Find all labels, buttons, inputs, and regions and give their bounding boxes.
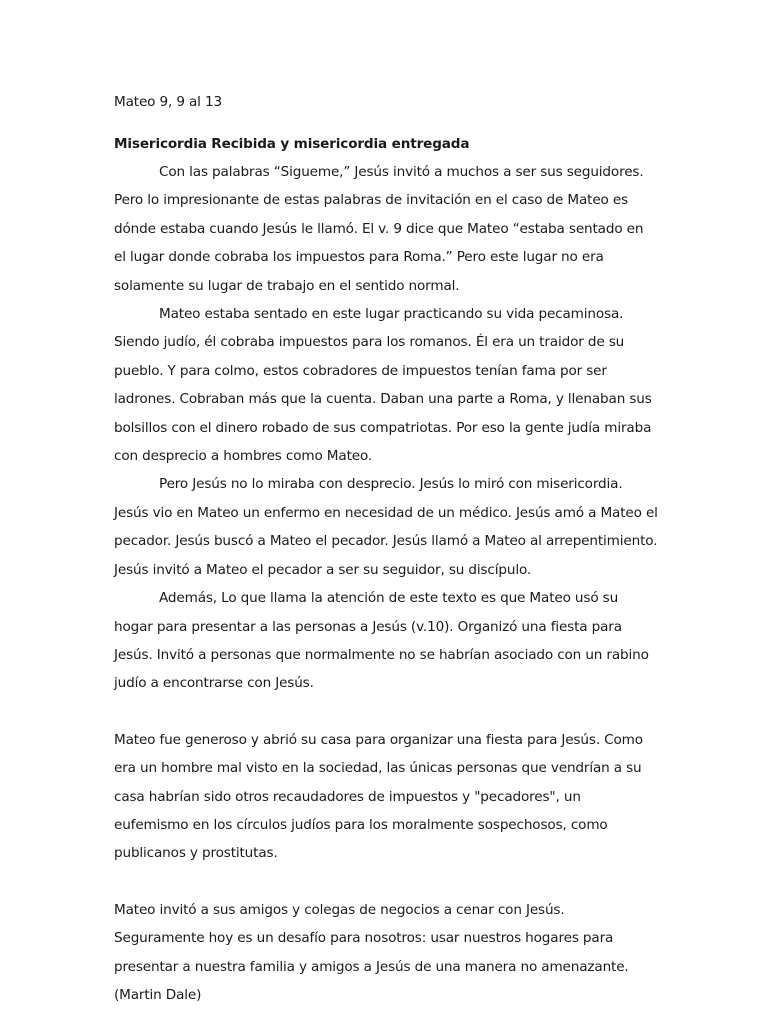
paragraph-3: Pero Jesús no lo miraba con desprecio. Jesús lo miró con misericordia. Jesús vio en Mateo un enfermo en necesidad de un médico. Jesús amó a Mateo el pecador. Jesús buscó a Mateo el pecador. Jesús llamó a Mateo al arrepentimiento. Jesús invitó a Mateo el pecador a ser su seguidor, su discípulo. (114, 476, 658, 578)
paragraph-2: Mateo estaba sentado en este lugar practicando su vida pecaminosa. Siendo judío, él cobraba impuestos para los romanos. Él era un traidor de su pueblo. Y para colmo, estos cobradores de impuestos tenían fama por ser ladrones. Cobraban más que la cuenta. Daban una parte a Roma, y llenaban sus bolsillos con el dinero robado de sus compatriotas. Por eso la gente judía miraba con desprecio a hombres como Mateo. (114, 306, 652, 465)
document-body (114, 88, 659, 1009)
paragraph-4: Además, Lo que llama la atención de este texto es que Mateo usó su hogar para presentar a las personas a Jesús (v.10). Organizó una fiesta para Jesús. Invitó a personas que normalmente no se habrían asociado con un rabino judío a encontrarse con Jesús. (114, 590, 649, 692)
scripture-reference: Mateo 9, 9 al 13 (114, 94, 222, 110)
paragraph-6: Mateo invitó a sus amigos y colegas de negocios a cenar con Jesús. Seguramente hoy es un desafío para nosotros: usar nuestros hogares para presentar a nuestra familia y amigos a Jesús de una manera no amenazante. (Martin Dale) (114, 901, 629, 1003)
paragraph-5: Mateo fue generoso y abrió su casa para organizar una fiesta para Jesús. Como era un hombre mal visto en la sociedad, las únicas personas que vendrían a su casa habrían sido otros recaudadores de impuestos y "pecadores", un eufemismo en los círculos judíos para los moralmente sospechosos, como publicanos y prostitutas. (114, 731, 643, 862)
paragraph-1: Con las palabras “Sigueme,” Jesús invitó a muchos a ser sus seguidores. Pero lo impresionante de estas palabras de invitación en el caso de Mateo es dónde estaba cuando Jesús le llamó. El v. 9 dice que Mateo “estaba sentado en el lugar donde cobraba los impuestos para Roma.” Pero este lugar no era solamente su lugar de trabajo en el sentido normal. (114, 164, 644, 294)
paragraph-spacer (114, 868, 659, 896)
document-heading: Misericordia Recibida y misericordia entregada (114, 136, 470, 152)
paragraph-spacer (114, 698, 659, 726)
